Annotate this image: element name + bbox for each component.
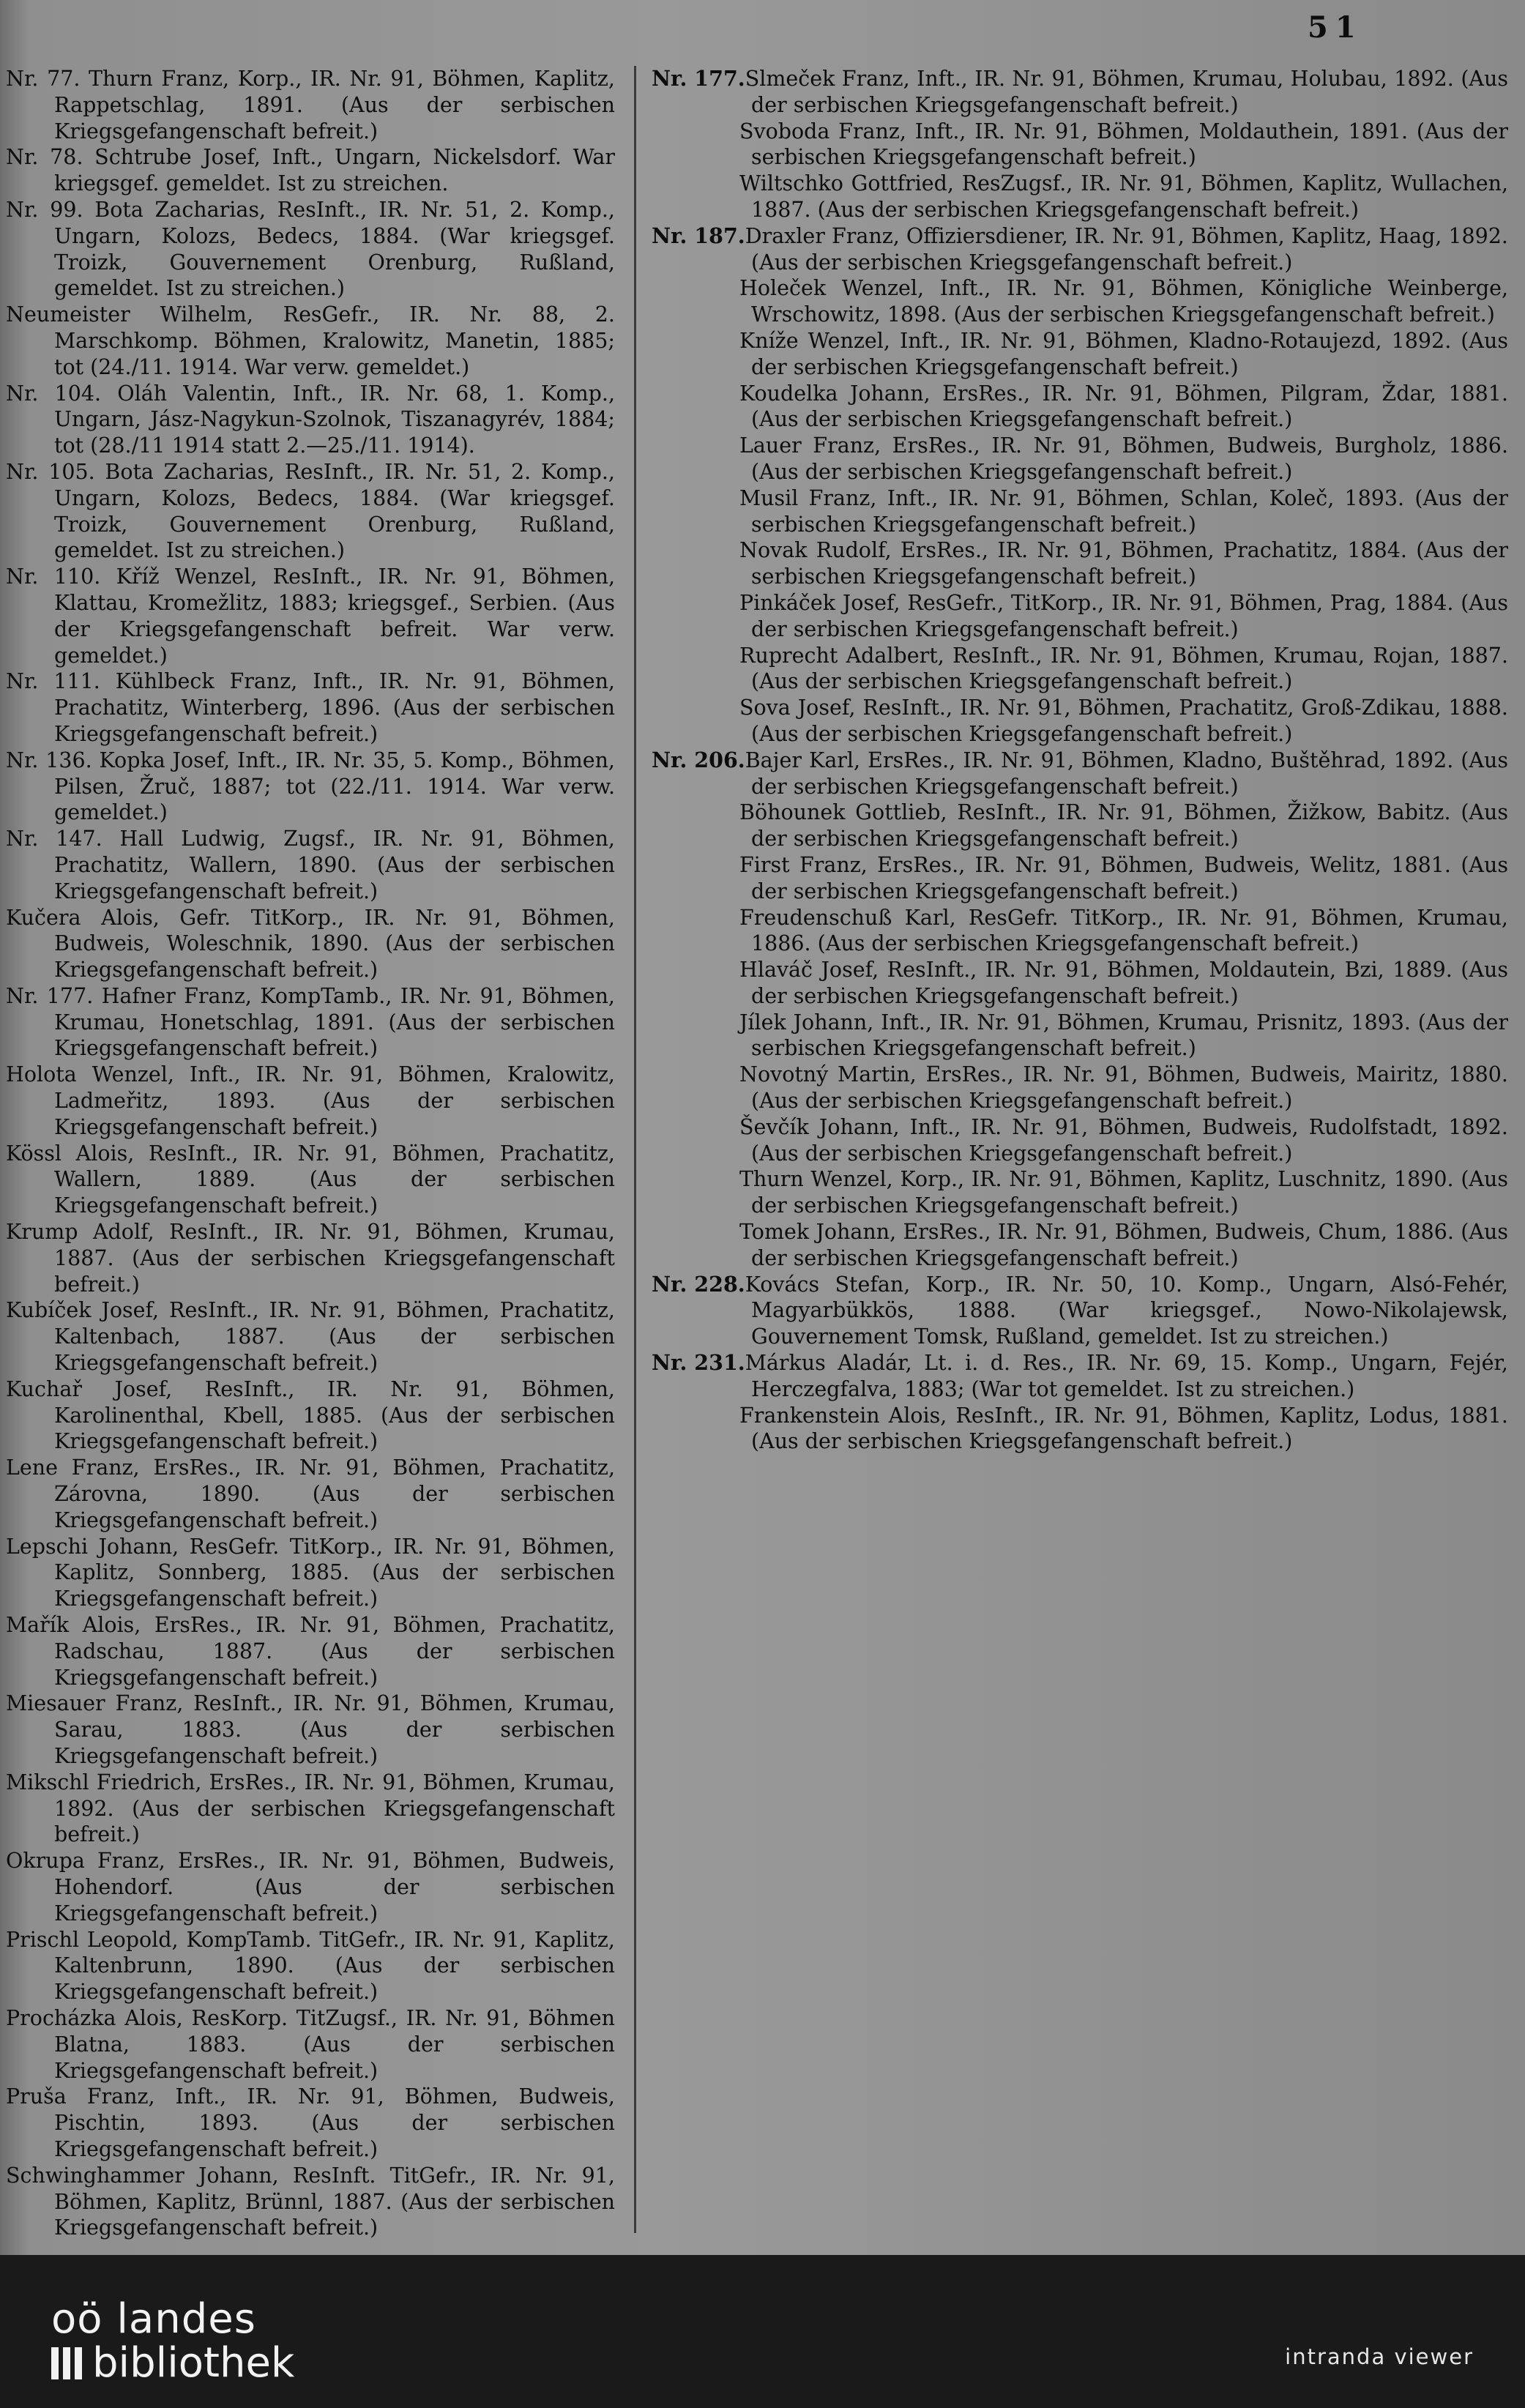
list-entry: Prischl Leopold, KompTamb. TitGefr., IR. Nr. 91, Kaplitz, Kaltenbrunn, 1890. (Aus der serbischen Kriegsgefangenschaft befreit.)	[6, 1927, 615, 2005]
entry-text: Kníže Wenzel, Inft., IR. Nr. 91, Böhmen, Kladno-Rotaujezd, 1892. (Aus der serbischen Kriegsgefangenschaft befreit.)	[739, 328, 1508, 379]
entry-text: Novak Rudolf, ErsRes., IR. Nr. 91, Böhmen, Prachatitz, 1884. (Aus der serbischen Kriegsgefangenschaft befreit.)	[739, 538, 1508, 589]
page-number: 51	[1308, 10, 1363, 45]
library-logo[interactable]	[51, 2297, 294, 2385]
list-entry	[652, 1114, 1508, 1167]
list-entry	[652, 328, 1508, 381]
list-entry: Schwinghammer Johann, ResInft. TitGefr., IR. Nr. 91, Böhmen, Kaplitz, Brünnl, 1887. (Aus der serbischen Kriegsgefangenschaft befreit.)	[6, 2163, 615, 2240]
entry-text: Pinkáček Josef, ResGefr., TitKorp., IR. Nr. 91, Böhmen, Prag, 1884. (Aus der serbischen Kriegsgefangenschaft befreit.)	[739, 590, 1508, 641]
list-entry: Nr. 77. Thurn Franz, Korp., IR. Nr. 91, Böhmen, Kaplitz, Rappetschlag, 1891. (Aus der serbischen Kriegsgefangenschaft befreit.)	[6, 67, 615, 143]
list-entry	[652, 852, 1508, 905]
list-entry: Kučera Alois, Gefr. TitKorp., IR. Nr. 91, Böhmen, Budweis, Woleschnik, 1890. (Aus der serbischen Kriegsgefangenschaft befreit.)	[6, 905, 615, 983]
logo-text-bottom: bibliothek	[92, 2339, 295, 2387]
list-entry	[652, 1350, 1508, 1403]
list-entry: Kubíček Josef, ResInft., IR. Nr. 91, Böhmen, Prachatitz, Kaltenbach, 1887. (Aus der serbischen Kriegsgefangenschaft befreit.)	[6, 1298, 615, 1376]
entry-text: Wiltschko Gottfried, ResZugsf., IR. Nr. 91, Böhmen, Kaplitz, Wullachen, 1887. (Aus der serbischen Kriegsgefangenschaft befreit.)	[739, 171, 1508, 222]
list-entry	[652, 1062, 1508, 1114]
list-entry: Nr. 111. Kühlbeck Franz, Inft., IR. Nr. 91, Böhmen, Prachatitz, Winterberg, 1896. (Aus der serbischen Kriegsgefangenschaft befreit.)	[6, 669, 615, 746]
entry-text: Jílek Johann, Inft., IR. Nr. 91, Böhmen, Krumau, Prisnitz, 1893. (Aus der serbischen Kriegsgefangenschaft befreit.)	[739, 1010, 1508, 1061]
list-entry: Nr. 177. Hafner Franz, KompTamb., IR. Nr. 91, Böhmen, Krumau, Honetschlag, 1891. (Aus der serbischen Kriegsgefangenschaft befreit.)	[6, 983, 615, 1061]
entry-text: Hlaváč Josef, ResInft., IR. Nr. 91, Böhmen, Moldautein, Bzi, 1889. (Aus der serbischen Kriegsgefangenschaft befreit.)	[739, 958, 1508, 1008]
entry-text: Holeček Wenzel, Inft., IR. Nr. 91, Böhmen, Königliche Weinberge, Wrschowitz, 1898. (Aus der serbischen Kriegsgefangenschaft befreit.)	[739, 276, 1508, 327]
list-entry	[652, 381, 1508, 433]
list-entry: Nr. 78. Schtrube Josef, Inft., Ungarn, Nickelsdorf. War kriegsgef. gemeldet. Ist zu streichen.	[6, 145, 615, 196]
list-entry	[652, 1219, 1508, 1272]
list-entry	[652, 1403, 1508, 1455]
list-entry	[652, 1272, 1508, 1350]
list-entry	[652, 119, 1508, 171]
list-entry	[652, 433, 1508, 485]
list-entry: Krump Adolf, ResInft., IR. Nr. 91, Böhmen, Krumau, 1887. (Aus der serbischen Kriegsgefangenschaft befreit.)	[6, 1220, 615, 1297]
list-entry	[652, 537, 1508, 590]
list-entry	[652, 643, 1508, 696]
entry-text: Musil Franz, Inft., IR. Nr. 91, Böhmen, Schlan, Koleč, 1893. (Aus der serbischen Kriegsgefangenschaft befreit.)	[739, 485, 1508, 537]
logo-bars-icon	[51, 2347, 82, 2379]
list-entry	[652, 905, 1508, 958]
entry-text: Ruprecht Adalbert, ResInft., IR. Nr. 91, Böhmen, Krumau, Rojan, 1887. (Aus der serbischen Kriegsgefangenschaft befreit.)	[739, 643, 1508, 694]
entry-text: Lauer Franz, ErsRes., IR. Nr. 91, Böhmen, Budweis, Burgholz, 1886. (Aus der serbischen Kriegsgefangenschaft befreit.)	[739, 433, 1508, 484]
list-entry	[652, 275, 1508, 328]
entry-number: Nr. 187.	[652, 223, 745, 248]
list-entry	[652, 799, 1508, 852]
viewer-footer	[0, 2255, 1525, 2408]
list-entry: Holota Wenzel, Inft., IR. Nr. 91, Böhmen, Kralowitz, Ladmeřitz, 1893. (Aus der serbischen Kriegsgefangenschaft befreit.)	[6, 1062, 615, 1139]
entry-text: Kovács Stefan, Korp., IR. Nr. 50, 10. Komp., Ungarn, Alsó-Fehér, Magyarbükkös, 1888. (War kriegsgef., Nowo-Nikolajewsk, Gouvernement Tomsk, Rußland, gemeldet. Ist zu streichen.)	[745, 1272, 1508, 1349]
viewer-label[interactable]: intranda viewer	[1285, 2344, 1474, 2369]
list-entry: Kuchař Josef, ResInft., IR. Nr. 91, Böhmen, Karolinenthal, Kbell, 1885. (Aus der serbischen Kriegsgefangenschaft befreit.)	[6, 1376, 615, 1454]
entry-text: Bajer Karl, ErsRes., IR. Nr. 91, Böhmen, Kladno, Buštěhrad, 1892. (Aus der serbischen Kriegsgefangenschaft befreit.)	[745, 748, 1508, 799]
list-entry	[652, 171, 1508, 223]
column-divider	[634, 66, 636, 2233]
list-entry: Nr. 99. Bota Zacharias, ResInft., IR. Nr. 51, 2. Komp., Ungarn, Kolozs, Bedecs, 1884. (War kriegsgef. Troizk, Gouvernement Orenburg, Rußland, gemeldet. Ist zu streichen.)	[6, 197, 615, 301]
list-entry: Okrupa Franz, ErsRes., IR. Nr. 91, Böhmen, Budweis, Hohendorf. (Aus der serbischen Kriegsgefangenschaft befreit.)	[6, 1849, 615, 1926]
left-column	[6, 66, 615, 2241]
entry-number: Nr. 177.	[652, 66, 745, 91]
entry-text: Sova Josef, ResInft., IR. Nr. 91, Böhmen, Prachatitz, Groß-Zdikau, 1888. (Aus der serbischen Kriegsgefangenschaft befreit.)	[739, 696, 1508, 746]
entry-text: Novotný Martin, ErsRes., IR. Nr. 91, Böhmen, Budweis, Mairitz, 1880. (Aus der serbischen Kriegsgefangenschaft befreit.)	[739, 1062, 1508, 1114]
entry-text: Frankenstein Alois, ResInft., IR. Nr. 91, Böhmen, Kaplitz, Lodus, 1881. (Aus der serbischen Kriegsgefangenschaft befreit.)	[739, 1403, 1508, 1454]
right-column	[652, 66, 1508, 1455]
entry-text: Draxler Franz, Offiziersdiener, IR. Nr. 91, Böhmen, Kaplitz, Haag, 1892. (Aus der serbischen Kriegsgefangenschaft befreit.)	[745, 223, 1508, 275]
list-entry: Miesauer Franz, ResInft., IR. Nr. 91, Böhmen, Krumau, Sarau, 1883. (Aus der serbischen Kriegsgefangenschaft befreit.)	[6, 1691, 615, 1768]
entry-number: Nr. 231.	[652, 1350, 745, 1376]
entry-text: Thurn Wenzel, Korp., IR. Nr. 91, Böhmen, Kaplitz, Luschnitz, 1890. (Aus der serbischen Kriegsgefangenschaft befreit.)	[739, 1167, 1508, 1218]
entry-text: Tomek Johann, ErsRes., IR. Nr. 91, Böhmen, Budweis, Chum, 1886. (Aus der serbischen Kriegsgefangenschaft befreit.)	[739, 1220, 1508, 1270]
entry-text: Márkus Aladár, Lt. i. d. Res., IR. Nr. 69, 15. Komp., Ungarn, Fejér, Herczegfalva, 1883; (War tot gemeldet. Ist zu streichen.)	[745, 1351, 1508, 1401]
list-entry	[652, 485, 1508, 538]
entry-text: Svoboda Franz, Inft., IR. Nr. 91, Böhmen, Moldauthein, 1891. (Aus der serbischen Kriegsgefangenschaft befreit.)	[739, 119, 1508, 170]
list-entry: Neumeister Wilhelm, ResGefr., IR. Nr. 88, 2. Marschkomp. Böhmen, Kralowitz, Manetin, 1885; tot (24./11. 1914. War verw. gemeldet.)	[6, 302, 615, 379]
list-entry: Mařík Alois, ErsRes., IR. Nr. 91, Böhmen, Prachatitz, Radschau, 1887. (Aus der serbischen Kriegsgefangenschaft befreit.)	[6, 1613, 615, 1690]
entry-number: Nr. 228.	[652, 1271, 745, 1297]
logo-text-top: oö landes	[51, 2295, 256, 2343]
list-entry	[652, 957, 1508, 1010]
list-entry: Lepschi Johann, ResGefr. TitKorp., IR. Nr. 91, Böhmen, Kaplitz, Sonnberg, 1885. (Aus der serbischen Kriegsgefangenschaft befreit.)	[6, 1534, 615, 1611]
list-entry	[652, 1166, 1508, 1219]
list-entry	[652, 695, 1508, 748]
list-entry: Nr. 147. Hall Ludwig, Zugsf., IR. Nr. 91, Böhmen, Prachatitz, Wallern, 1890. (Aus der serbischen Kriegsgefangenschaft befreit.)	[6, 827, 615, 903]
list-entry: Mikschl Friedrich, ErsRes., IR. Nr. 91, Böhmen, Krumau, 1892. (Aus der serbischen Kriegsgefangenschaft befreit.)	[6, 1770, 615, 1847]
list-entry: Nr. 104. Oláh Valentin, Inft., IR. Nr. 68, 1. Komp., Ungarn, Jász-Nagykun-Szolnok, Tiszanagyrév, 1884; tot (28./11 1914 statt 2.—25./11. 1914).	[6, 381, 615, 458]
list-entry: Kössl Alois, ResInft., IR. Nr. 91, Böhmen, Prachatitz, Wallern, 1889. (Aus der serbischen Kriegsgefangenschaft befreit.)	[6, 1141, 615, 1218]
entry-text: Böhounek Gottlieb, ResInft., IR. Nr. 91, Böhmen, Žižkow, Babitz. (Aus der serbischen Kriegsgefangenschaft befreit.)	[739, 800, 1508, 851]
list-entry	[652, 1010, 1508, 1062]
entry-text: Freudenschuß Karl, ResGefr. TitKorp., IR. Nr. 91, Böhmen, Krumau, 1886. (Aus der serbischen Kriegsgefangenschaft befreit.)	[739, 905, 1508, 956]
list-entry	[652, 223, 1508, 276]
list-entry: Nr. 136. Kopka Josef, Inft., IR. Nr. 35, 5. Komp., Böhmen, Pilsen, Žruč, 1887; tot (22./11. 1914. War verw. gemeldet.)	[6, 748, 615, 825]
entry-number: Nr. 206.	[652, 747, 745, 772]
list-entry: Nr. 105. Bota Zacharias, ResInft., IR. Nr. 51, 2. Komp., Ungarn, Kolozs, Bedecs, 1884. (War kriegsgef. Troizk, Gouvernement Orenburg, Rußland, gemeldet. Ist zu streichen.)	[6, 459, 615, 563]
list-entry: Procházka Alois, ResKorp. TitZugsf., IR. Nr. 91, Böhmen Blatna, 1883. (Aus der serbischen Kriegsgefangenschaft befreit.)	[6, 2005, 615, 2083]
entry-text: Ševčík Johann, Inft., IR. Nr. 91, Böhmen, Budweis, Rudolfstadt, 1892. (Aus der serbischen Kriegsgefangenschaft befreit.)	[739, 1114, 1508, 1166]
list-entry	[652, 748, 1508, 800]
list-entry: Lene Franz, ErsRes., IR. Nr. 91, Böhmen, Prachatitz, Zárovna, 1890. (Aus der serbischen Kriegsgefangenschaft befreit.)	[6, 1455, 615, 1532]
list-entry	[652, 66, 1508, 119]
list-entry: Nr. 110. Kříž Wenzel, ResInft., IR. Nr. 91, Böhmen, Klattau, Kromežlitz, 1883; kriegsgef., Serbien. (Aus der Kriegsgefangenschaft befreit. War verw. gemeldet.)	[6, 564, 615, 668]
entry-text: Koudelka Johann, ErsRes., IR. Nr. 91, Böhmen, Pilgram, Ždar, 1881. (Aus der serbischen Kriegsgefangenschaft befreit.)	[739, 381, 1508, 432]
list-entry: Pruša Franz, Inft., IR. Nr. 91, Böhmen, Budweis, Pischtin, 1893. (Aus der serbischen Kriegsgefangenschaft befreit.)	[6, 2084, 615, 2161]
entry-text: Slmeček Franz, Inft., IR. Nr. 91, Böhmen, Krumau, Holubau, 1892. (Aus der serbischen Kriegsgefangenschaft befreit.)	[745, 67, 1508, 117]
entry-text: First Franz, ErsRes., IR. Nr. 91, Böhmen, Budweis, Welitz, 1881. (Aus der serbischen Kriegsgefangenschaft befreit.)	[739, 852, 1508, 903]
list-entry	[652, 590, 1508, 643]
